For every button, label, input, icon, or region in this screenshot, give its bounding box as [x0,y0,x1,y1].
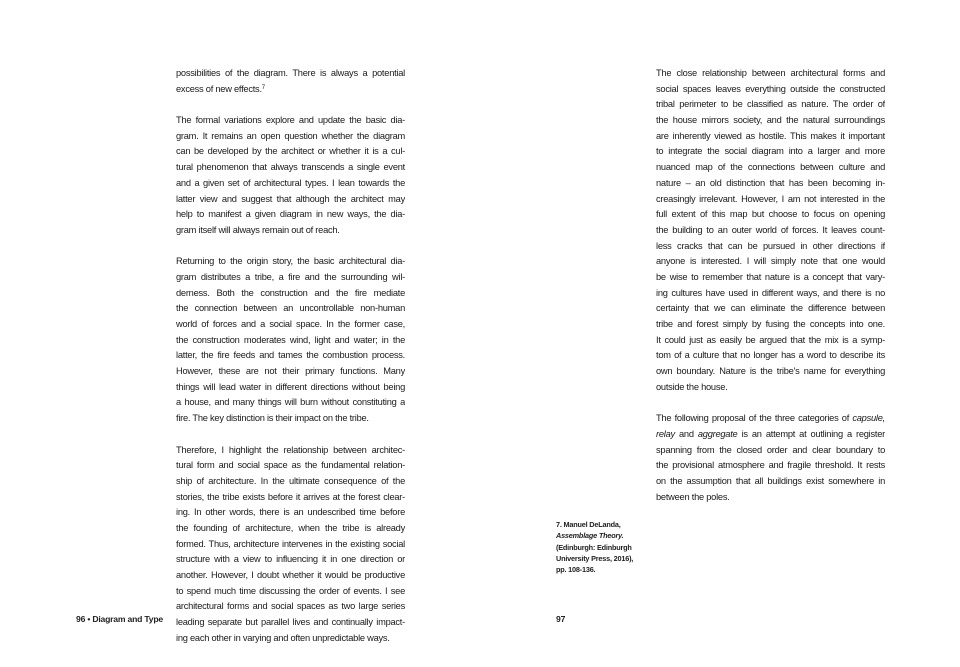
text-line: architectural forms and social spaces as two large series [176,601,405,612]
text-line: anyone is interested. I will simply note that one would [656,256,885,267]
text-line: tural phenomenon that always transcends a single event [176,162,405,173]
italic-term: relay [656,428,675,439]
text-line: The close relationship between architectural forms and [656,68,885,78]
text-line: structure with a view to influencing it in one direction or [176,554,405,565]
paragraph [176,113,405,239]
text-line: the founding of architecture, when the tribe is already [176,522,405,533]
footnote-line: pp. 108-136. [556,565,596,575]
footnote-reference[interactable]: 7 [261,84,265,91]
text-line [176,82,405,98]
paragraph [656,411,885,505]
page-folio-right: 97 [556,614,566,624]
text-line: less cracks that can be pursued in other directions if [656,240,885,251]
text-line: Therefore, I highlight the relationship between architec- [176,444,405,455]
text-line: leading separate but parallel lives and continually impact- [176,617,405,628]
italic-term: aggregate [697,428,738,439]
text-line: the construction moderates wind, light and water; in the [176,334,405,345]
text-line: own boundary. Nature is the tribe's name for everything [656,366,885,377]
text-line: full extent of this map but choose to focus on opening [656,209,885,220]
text-line: gram. It remains an open question whether the diagram [176,130,405,141]
text-line: and a given set of architectural types. I lean towards the [176,177,405,188]
page-folio-left: 96 • Diagram and Type [76,614,164,624]
text-line: creasingly irrelevant. However, I am not interested in the [656,193,885,204]
text-line [656,427,885,443]
text-line: a house, and many things will burn without constituting a [176,397,405,408]
text-line: fire. The key distinction is their impact on the tribe. [176,413,369,424]
text-line: between the poles. [656,491,730,502]
text-line: to spend much time discussing the order of events. I see [176,585,405,596]
text-line: possibilities of the diagram. There is always a potential [176,68,405,78]
text-line: ship of architecture. In the ultimate consequence of the [176,475,405,486]
text-line: It could just as easily be argued that the mix is a symp- [656,334,885,345]
text-line: nuanced map of the connections between culture and [656,162,885,173]
text-line: help to manifest a given diagram in new ways, the dia- [176,209,405,220]
text-line: another. However, I doubt whether it would be productive [176,570,405,580]
text-line: ing cultures have used in different ways, and there is no [656,287,885,298]
footnote-line: (Edinburgh: Edinburgh [556,542,632,552]
text-line: to integrate the social diagram into a larger and more [656,146,885,157]
footnote-line [556,530,666,541]
text-fragment: The following proposal of the three categories of [656,413,853,424]
text-line: spanning from the closed order and clear boundary to [656,444,885,455]
text-line: on the assumption that all buildings exist somewhere in [656,475,885,486]
right-page [480,0,960,667]
text-line: social spaces leaves everything outside the constructed [656,83,885,94]
text-line: the house mirrors society, and the natural surroundings [656,115,885,126]
text-line: Returning to the origin story, the basic architectural dia- [176,256,405,267]
text-line: gram distributes a tribe, a fire and the surrounding wil- [176,271,405,282]
paragraph [176,254,405,427]
text-fragment: excess of new effects. [176,83,262,94]
text-line: stories, the tribe exists before it arrives at the forest clear- [176,491,405,502]
text-line: the connection between an uncontrollable non-human [176,303,405,314]
text-line: things will lead water in different directions without being [176,381,405,392]
text-line: the building to an outer world of forces. It leaves count- [656,224,885,235]
text-line: nature – an old distinction that has been becoming in- [656,177,885,188]
footnote-number: 7. [556,520,562,529]
footnote-line: University Press, 2016), [556,553,634,563]
text-line: The formal variations explore and update the basic dia- [176,115,405,126]
text-line: certainty that we can eliminate the difference between [656,303,885,314]
footnote-line [556,519,666,530]
text-line: outside the house. [656,381,728,392]
text-fragment: and [674,428,698,439]
text-line [656,411,885,427]
text-line: the provisional atmosphere and fragile threshold. It rests [656,460,885,471]
text-line: However, these are not their primary functions. Many [176,366,405,377]
text-line: tribe and forest simply by fusing the concepts into one. [656,319,885,329]
paragraph [656,66,885,395]
text-line: can be developed by the architect or whether it is a cul- [176,146,405,157]
text-line: tural form and social space as the fundamental relation- [176,460,405,471]
italic-term: capsule, [852,413,885,424]
text-line: ing. In other words, there is an undescribed time before [176,507,405,518]
text-line: are inherently viewed as hostile. This makes it important [656,130,885,141]
text-line: formed. Thus, architecture intervenes in the existing social [176,538,405,549]
paragraph [176,443,405,647]
text-line: tom of a culture that no longer has a word to describe its [656,350,885,361]
text-line: be wise to remember that nature is a concept that vary- [656,271,885,282]
text-line: world of forces and a social space. In the former case, [176,319,405,329]
text-line: derness. Both the construction and the fire mediate [176,287,405,298]
text-line: latter view and suggest that although the architect may [176,193,405,204]
text-line: tribal perimeter to be classified as nature. The order of [656,99,885,110]
footnote-author: Manuel DeLanda, [563,520,621,529]
text-fragment: is an attempt at outlining a register [737,428,885,439]
footnote-title: Assemblage Theory. [556,531,624,541]
text-line: gram itself will always remain out of reach. [176,224,340,235]
left-text-column [176,66,405,662]
paragraph [176,66,405,97]
text-line: latter, the fire feeds and tames the combustion process. [176,350,405,361]
text-line: ing each other in varying and often unpredictable ways. [176,632,390,643]
footnote [556,519,666,575]
right-text-column [656,66,885,521]
